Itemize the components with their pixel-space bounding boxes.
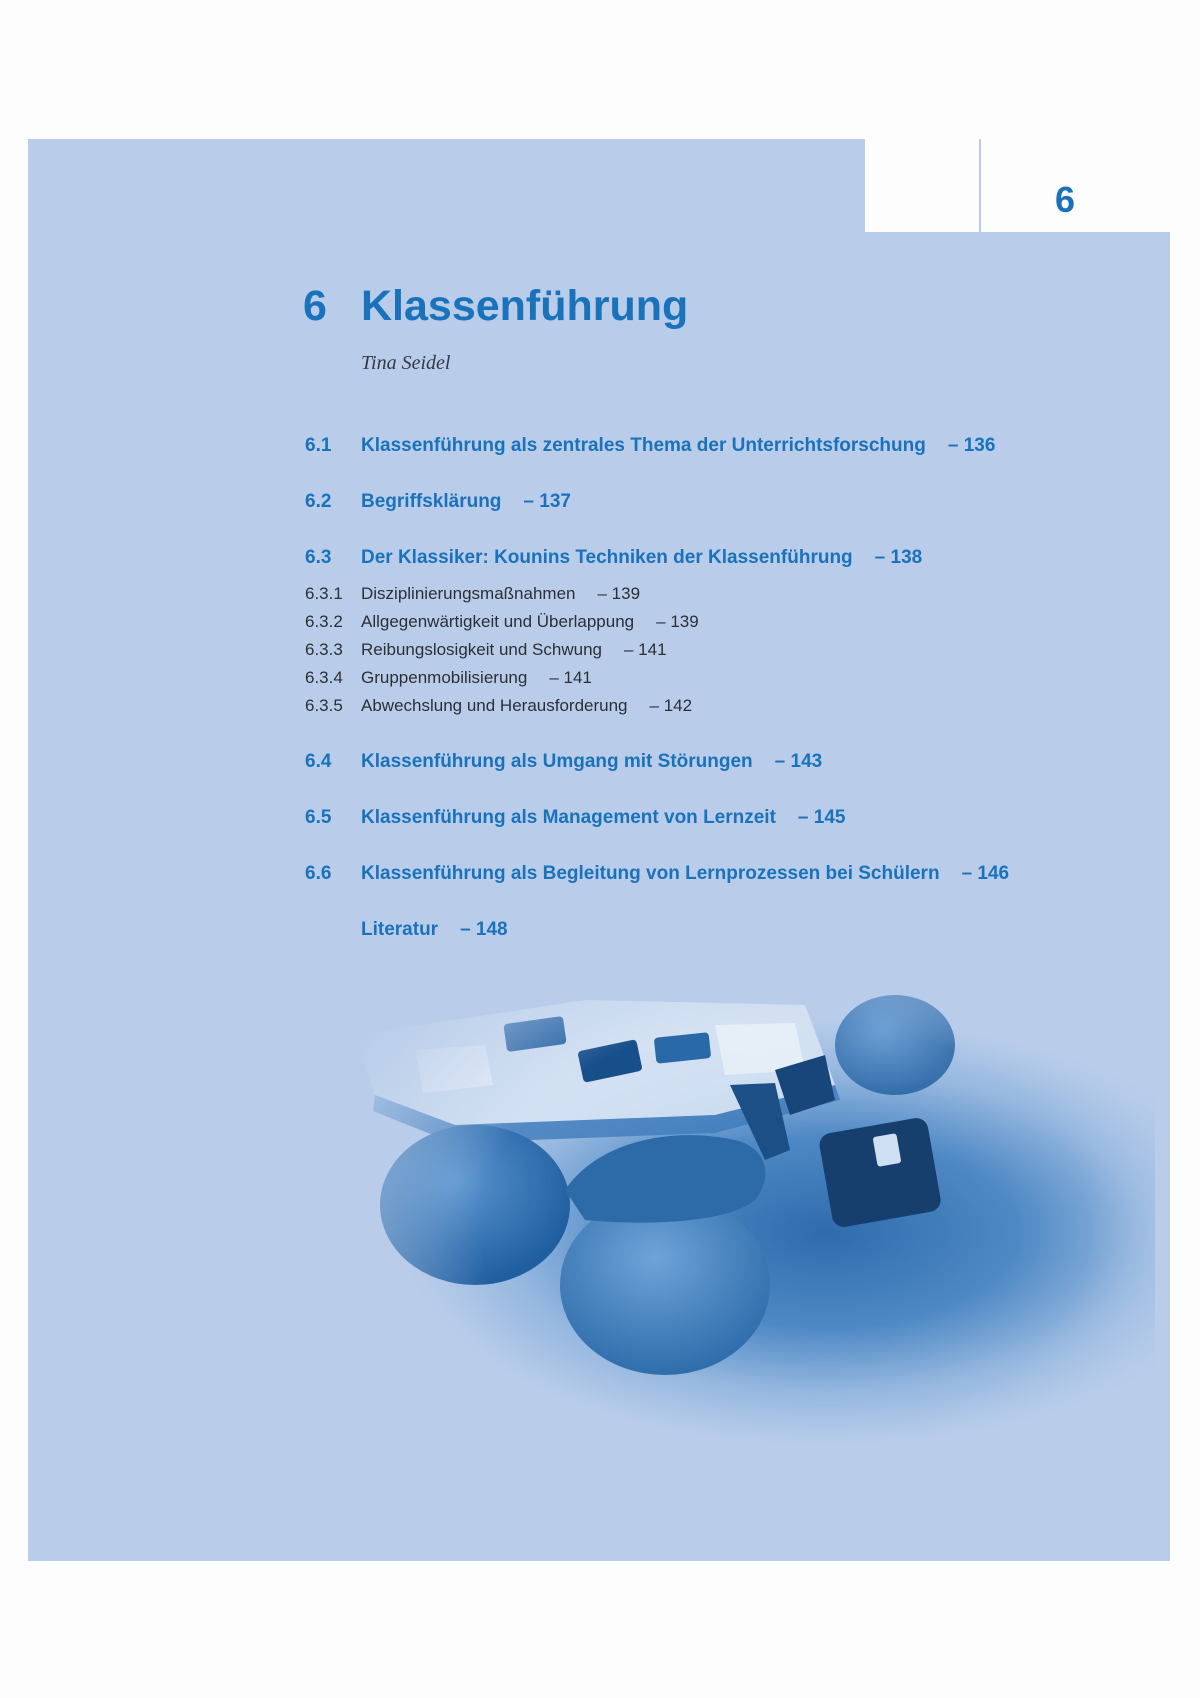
chapter-tab-number: 6 — [1054, 179, 1076, 220]
toc-number: 6.5 — [305, 807, 332, 828]
toc-title: Literatur — [361, 919, 439, 940]
chapter-title-number: 6 — [303, 282, 327, 330]
photo-vignette — [335, 975, 1155, 1535]
toc-number: 6.3.2 — [305, 612, 343, 631]
classroom-photo-illustration — [335, 975, 1155, 1535]
toc-number: 6.3.4 — [305, 668, 343, 687]
toc-page: – 138 — [874, 547, 923, 568]
toc-number: 6.6 — [305, 863, 332, 884]
chapter-title-text: Klassenführung — [361, 282, 689, 330]
toc-page: – 142 — [649, 696, 693, 715]
toc-title: Disziplinierungsmaßnahmen — [361, 584, 576, 603]
chapter-tab-divider — [979, 139, 981, 232]
toc-title: Gruppenmobilisierung — [361, 668, 528, 687]
toc-page: – 148 — [460, 919, 508, 940]
toc-title: Klassenführung als zentrales Thema der Unterrichtsforschung — [361, 435, 926, 456]
toc-page: – 141 — [624, 640, 667, 659]
toc-title: Klassenführung als Umgang mit Störungen — [361, 751, 753, 772]
toc-number: 6.3 — [305, 547, 332, 568]
chapter-title — [303, 278, 688, 334]
toc-number: 6.3.1 — [305, 584, 343, 603]
chapter-author: Tina Seidel — [361, 352, 451, 374]
toc-page: – 145 — [797, 807, 846, 828]
toc-page: – 139 — [597, 584, 641, 603]
classroom-photo — [335, 975, 1155, 1535]
toc-page: – 136 — [947, 435, 996, 456]
toc-title: Abwechslung und Herausforderung — [361, 696, 628, 715]
toc-page: – 141 — [549, 668, 592, 687]
toc-number: 6.1 — [305, 435, 332, 456]
toc-page: – 146 — [961, 863, 1010, 884]
toc-title: Der Klassiker: Kounins Techniken der Klassenführung — [361, 547, 853, 568]
toc-title: Begriffsklärung — [361, 491, 502, 512]
toc-number: 6.2 — [305, 491, 332, 512]
toc-page: – 143 — [774, 751, 823, 772]
toc-number: 6.3.3 — [305, 640, 343, 659]
chapter-tab-notch — [865, 139, 1170, 232]
toc-page: – 139 — [656, 612, 699, 631]
toc-page: – 137 — [523, 491, 571, 512]
toc-title: Klassenführung als Begleitung von Lernprozessen bei Schülern — [361, 863, 940, 884]
toc-title: Allgegenwärtigkeit und Überlappung — [361, 612, 635, 631]
toc-number: 6.3.5 — [305, 696, 343, 715]
toc-number: 6.4 — [305, 751, 332, 772]
toc-title: Reibungslosigkeit und Schwung — [361, 640, 602, 659]
toc-title: Klassenführung als Management von Lernzeit — [361, 807, 776, 828]
